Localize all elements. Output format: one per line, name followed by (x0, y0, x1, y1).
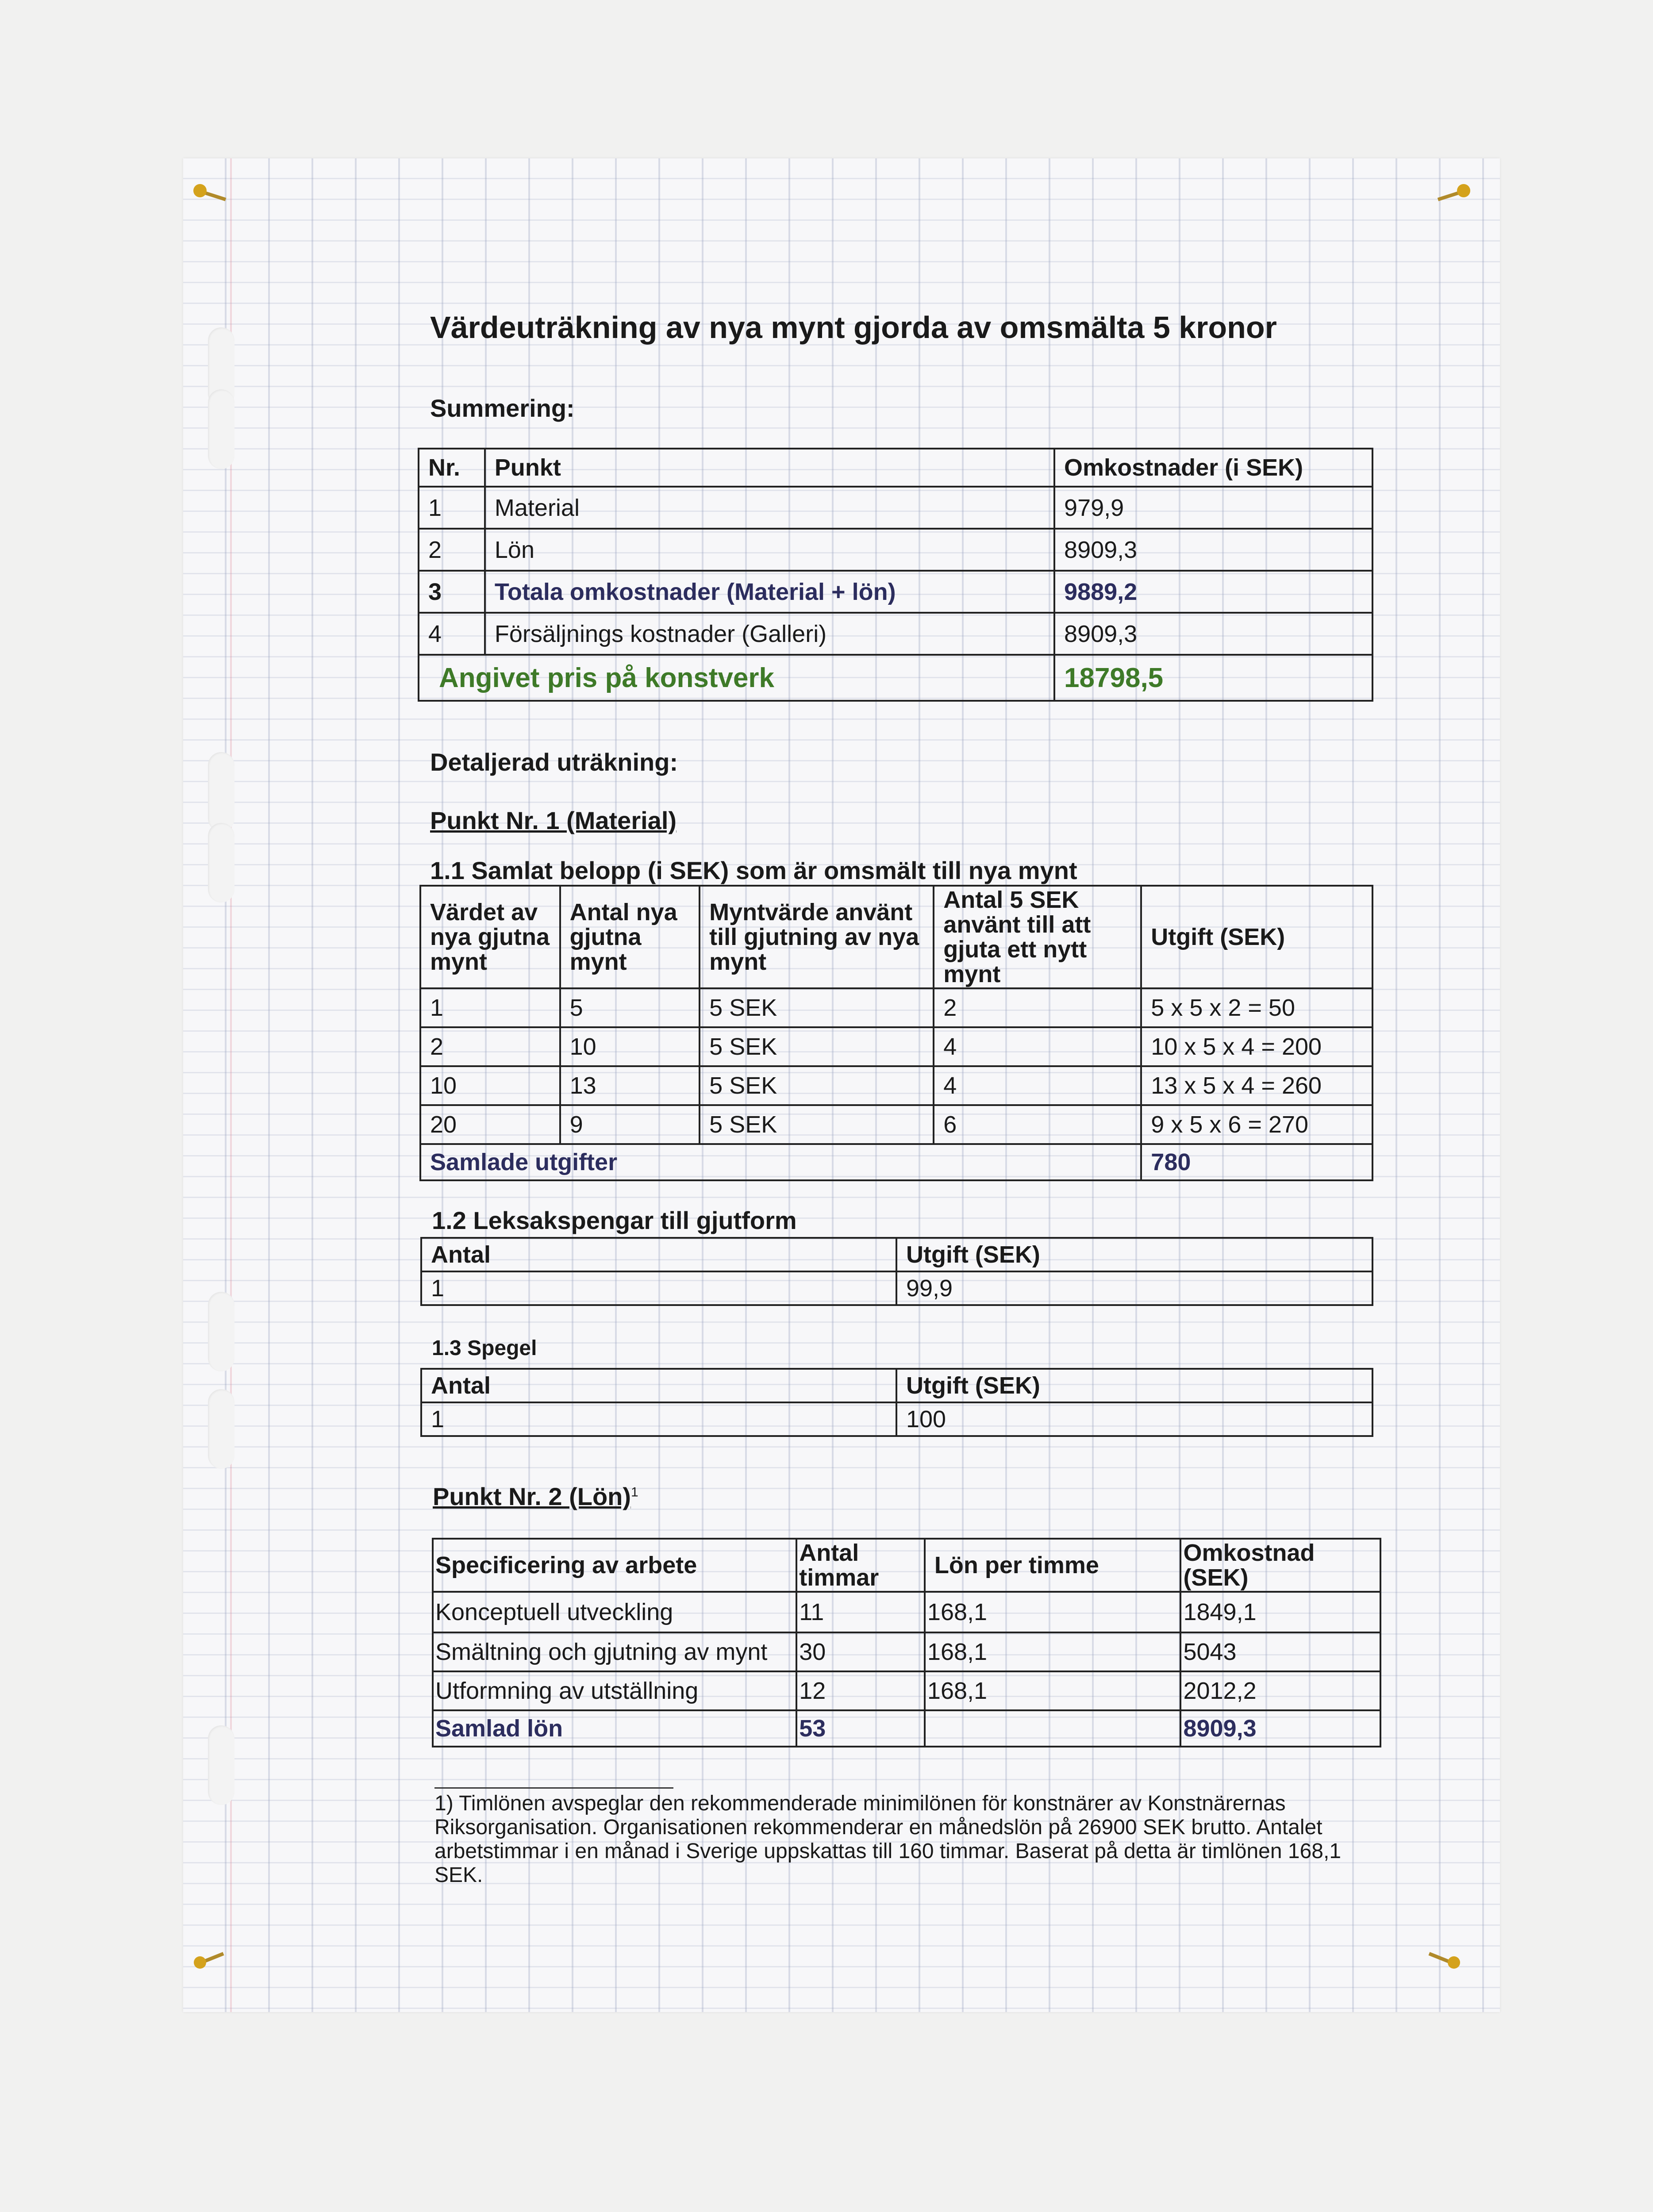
cell: 10 x 5 x 4 = 200 (1141, 1027, 1372, 1066)
col-header-hours: Antal timmar (796, 1539, 925, 1592)
total-label: Samlad lön (433, 1710, 796, 1747)
cell: 13 (560, 1066, 700, 1105)
cell: 20 (420, 1105, 560, 1144)
summary-heading: Summering: (430, 394, 575, 422)
table-row (419, 571, 1372, 613)
col-header-nr: Nr. (419, 449, 485, 487)
point2-heading-text: Punkt Nr. 2 (Lön) (433, 1482, 631, 1510)
punch-hole (208, 823, 234, 902)
footnote: 1) Timlönen avspeglar den rekommenderade minimilönen för konstnärer av Konstnärernas Riksorganisation. Organisationen rekommenderar en månedslön på 26900 SEK brutto. Antalet arbetstimmar i en månad i Sverige uppskattas till 160 timmar. Baserat på detta är timlönen 168,1 SEK. (434, 1792, 1342, 1887)
col-header-value: Värdet av nya gjutna mynt (420, 886, 560, 988)
row-nr: 1 (419, 487, 485, 529)
col-header-cost: Omkostnader (i SEK) (1054, 449, 1372, 487)
row-item: Lön (485, 529, 1054, 571)
cell: 1 (421, 1402, 896, 1436)
row-cost: 9889,2 (1054, 571, 1372, 613)
cell: 168,1 (925, 1671, 1181, 1710)
cell: 5 x 5 x 2 = 50 (1141, 988, 1372, 1027)
cell: 5 SEK (700, 1027, 934, 1066)
col-header-expense: Utgift (SEK) (896, 1238, 1372, 1271)
punch-hole (208, 1389, 234, 1469)
table-header-row (421, 1369, 1372, 1402)
cell: 5 (560, 988, 700, 1027)
table-row (419, 487, 1372, 529)
toy-money-table (420, 1237, 1373, 1306)
col-header-expense: Utgift (SEK) (1141, 886, 1372, 988)
table-row (419, 529, 1372, 571)
total-hours: 53 (796, 1710, 925, 1747)
cell: Utformning av utställning (433, 1671, 796, 1710)
total-row (433, 1710, 1380, 1747)
summary-table (418, 448, 1373, 702)
salary-table (432, 1538, 1381, 1747)
cell: 30 (796, 1632, 925, 1671)
cell: 12 (796, 1671, 925, 1710)
pin-icon (190, 1951, 230, 1969)
cell: 2 (934, 988, 1141, 1027)
cell: 2012,2 (1180, 1671, 1380, 1710)
col-header-cost: Omkostnad (SEK) (1180, 1539, 1380, 1592)
col-header-count: Antal (421, 1238, 896, 1271)
cell: 5043 (1180, 1632, 1380, 1671)
table-row (421, 1402, 1372, 1436)
table-row (420, 1027, 1372, 1066)
total-label: Samlade utgifter (420, 1144, 1141, 1180)
table-row (433, 1592, 1380, 1632)
col-header-rate: Lön per timme (925, 1539, 1181, 1592)
section-1-3-title: 1.3 Spegel (432, 1336, 537, 1360)
table-row (433, 1632, 1380, 1671)
row-cost: 979,9 (1054, 487, 1372, 529)
pin-icon (1425, 1951, 1465, 1969)
col-header-coins-used: Antal 5 SEK använt till att gjuta ett nytt mynt (934, 886, 1141, 988)
cell: 168,1 (925, 1632, 1181, 1671)
cell: 100 (896, 1402, 1372, 1436)
cell (925, 1710, 1181, 1747)
footnote-mark: 1 (631, 1485, 638, 1500)
cell: 5 SEK (700, 1105, 934, 1144)
row-item: Totala omkostnader (Material + lön) (485, 571, 1054, 613)
cell: 99,9 (896, 1271, 1372, 1305)
total-value: 780 (1141, 1144, 1372, 1180)
total-row (419, 655, 1372, 701)
total-value: 8909,3 (1180, 1710, 1380, 1747)
row-cost: 8909,3 (1054, 529, 1372, 571)
punch-hole (208, 1725, 234, 1805)
cell: 5 SEK (700, 1066, 934, 1105)
cell: 1849,1 (1180, 1592, 1380, 1632)
cell: 1 (421, 1271, 896, 1305)
row-cost: 8909,3 (1054, 613, 1372, 655)
point1-heading: Punkt Nr. 1 (Material) (430, 806, 677, 834)
table-row (419, 613, 1372, 655)
point2-heading (433, 1482, 638, 1511)
table-row (420, 1105, 1372, 1144)
punch-hole (208, 389, 234, 469)
cell: 4 (934, 1066, 1141, 1105)
pin-icon (1434, 184, 1473, 201)
section-1-1-title: 1.1 Samlat belopp (i SEK) som är omsmält till nya mynt (430, 856, 1077, 884)
table-header-row (421, 1238, 1372, 1271)
cell: Konceptuell utveckling (433, 1592, 796, 1632)
punch-hole (208, 752, 234, 832)
total-label: Angivet pris på konstverk (419, 655, 1054, 701)
cell: 10 (560, 1027, 700, 1066)
cell: 9 x 5 x 6 = 270 (1141, 1105, 1372, 1144)
cell: 6 (934, 1105, 1141, 1144)
cell: 5 SEK (700, 988, 934, 1027)
total-value: 18798,5 (1054, 655, 1372, 701)
cell: 10 (420, 1066, 560, 1105)
col-header-expense: Utgift (SEK) (896, 1369, 1372, 1402)
col-header-count: Antal (421, 1369, 896, 1402)
total-row (420, 1144, 1372, 1180)
mirror-table (420, 1368, 1373, 1437)
table-header-row (420, 886, 1372, 988)
col-header-coin-value: Myntvärde använt till gjutning av nya mynt (700, 886, 934, 988)
coin-table (419, 885, 1373, 1181)
table-header-row (419, 449, 1372, 487)
row-nr: 3 (419, 571, 485, 613)
cell: Smältning och gjutning av mynt (433, 1632, 796, 1671)
footnote-divider (434, 1787, 673, 1789)
cell: 2 (420, 1027, 560, 1066)
section-1-2-title: 1.2 Leksakspengar till gjutform (432, 1206, 797, 1234)
cell: 11 (796, 1592, 925, 1632)
cell: 1 (420, 988, 560, 1027)
table-row (420, 988, 1372, 1027)
table-row (433, 1671, 1380, 1710)
col-header-count: Antal nya gjutna mynt (560, 886, 700, 988)
col-header-punkt: Punkt (485, 449, 1054, 487)
col-header-work: Specificering av arbete (433, 1539, 796, 1592)
pin-icon (190, 184, 230, 201)
table-row (420, 1066, 1372, 1105)
row-item: Försäljnings kostnader (Galleri) (485, 613, 1054, 655)
row-nr: 4 (419, 613, 485, 655)
row-item: Material (485, 487, 1054, 529)
detail-heading: Detaljerad uträkning: (430, 748, 678, 776)
row-nr: 2 (419, 529, 485, 571)
table-row (421, 1271, 1372, 1305)
cell: 13 x 5 x 4 = 260 (1141, 1066, 1372, 1105)
table-header-row (433, 1539, 1380, 1592)
cell: 4 (934, 1027, 1141, 1066)
cell: 168,1 (925, 1592, 1181, 1632)
cell: 9 (560, 1105, 700, 1144)
page-title: Värdeuträkning av nya mynt gjorda av omsmälta 5 kronor (430, 310, 1277, 345)
punch-hole (208, 1292, 234, 1371)
